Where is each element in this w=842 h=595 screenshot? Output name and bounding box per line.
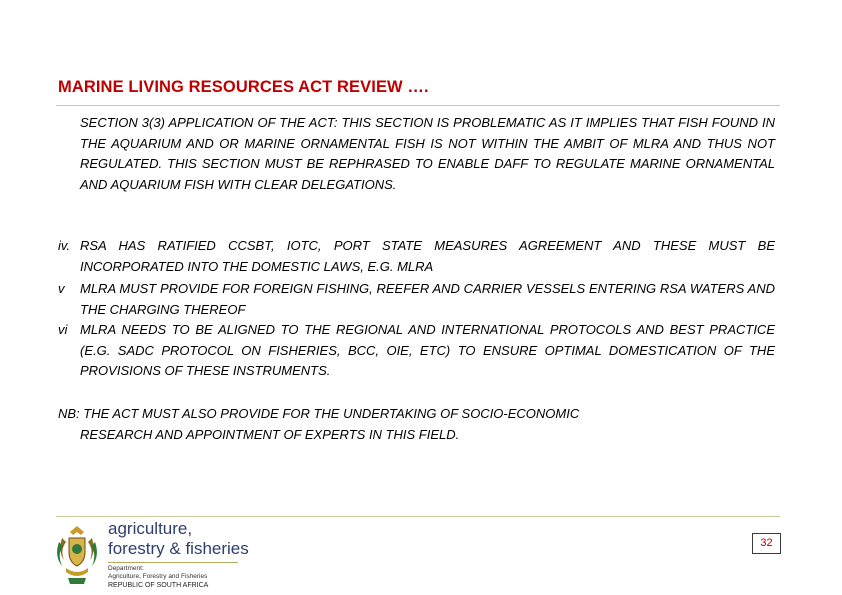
list-item-number: v <box>58 281 65 296</box>
list-item-number: vi <box>58 322 68 337</box>
logo-line1: agriculture, <box>108 519 193 538</box>
logo-line2: forestry & fisheries <box>108 539 249 558</box>
logo-department-label: Department: <box>108 565 144 572</box>
list-item-text: MLRA MUST PROVIDE FOR FOREIGN FISHING, REEFER AND CARRIER VESSELS ENTERING RSA WATERS AND THE CHARGING THEREOF <box>80 281 775 317</box>
section-paragraph: SECTION 3(3) APPLICATION OF THE ACT: THIS SECTION IS PROBLEMATIC AS IT IMPLIES THAT FISH FOUND IN THE AQUARIUM AND OR MARINE ORNAMENTAL FISH IS NOT WITHIN THE AMBIT OF MLRA AND THUS NOT REGULATED. THIS SECTION MUST BE REPHRASED TO ENABLE DAFF TO REGULATE MARINE ORNAMENTAL AND AQUARIUM FISH WITH CLEAR DELEGATIONS. <box>80 115 775 192</box>
department-logo <box>108 519 249 590</box>
list-item-text: RSA HAS RATIFIED CCSBT, IOTC, PORT STATE MEASURES AGREEMENT AND THESE MUST BE INCORPORATED INTO THE DOMESTIC LAWS, E.G. MLRA <box>80 238 775 274</box>
logo-country: REPUBLIC OF SOUTH AFRICA <box>108 582 209 589</box>
coat-of-arms-icon <box>54 522 100 588</box>
footer-divider <box>56 516 780 517</box>
page-number: 32 <box>752 533 781 554</box>
logo-department-name: Agriculture, Forestry and Fisheries <box>108 573 208 580</box>
list-item-iv <box>58 236 775 277</box>
nb-note-line1: NB: THE ACT MUST ALSO PROVIDE FOR THE UNDERTAKING OF SOCIO-ECONOMIC <box>58 406 580 421</box>
title-divider <box>56 105 780 106</box>
nb-note-line2: RESEARCH AND APPOINTMENT OF EXPERTS IN THIS FIELD. <box>80 426 460 442</box>
list-item-text: MLRA NEEDS TO BE ALIGNED TO THE REGIONAL AND INTERNATIONAL PROTOCOLS AND BEST PRACTICE (E.G. SADC PROTOCOL ON FISHERIES, BCC, OIE, ETC) TO ENSURE OPTIMAL DOMESTICATION OF THE PROVISIONS OF THESE INSTRUMENTS. <box>80 322 775 378</box>
logo-separator <box>108 562 238 563</box>
nb-note <box>58 404 775 445</box>
slide-title: MARINE LIVING RESOURCES ACT REVIEW …. <box>58 78 429 96</box>
list-item-v <box>58 279 775 320</box>
list-item-number: iv. <box>58 238 71 253</box>
list-item-vi <box>58 320 775 382</box>
